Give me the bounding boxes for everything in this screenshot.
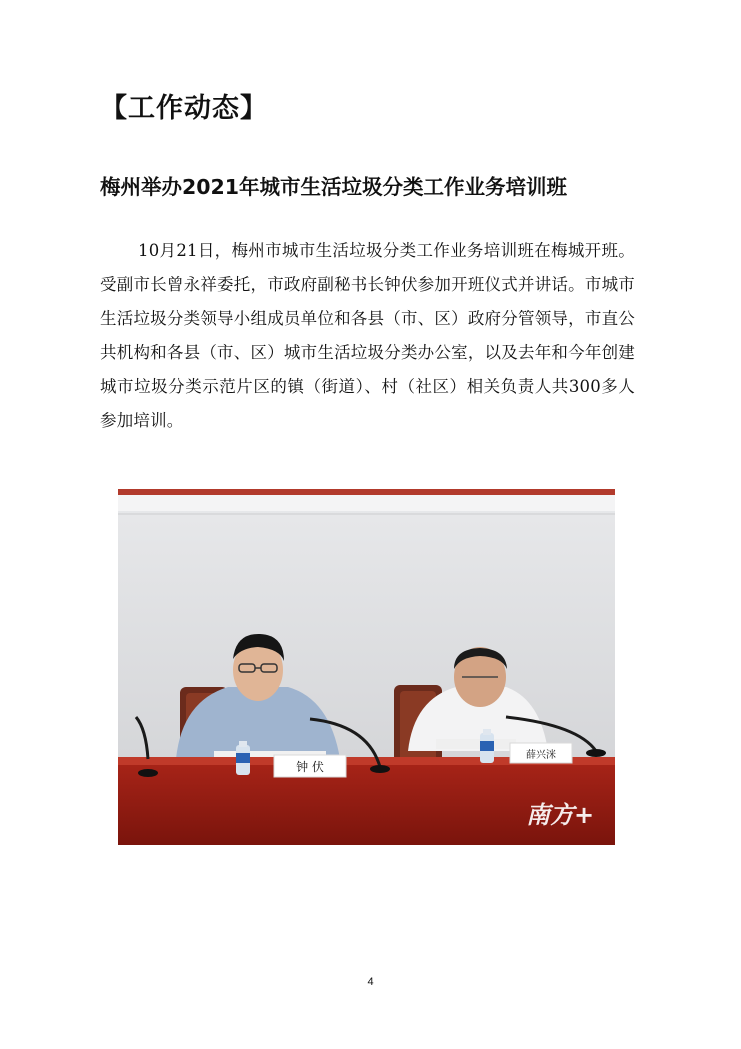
meeting-photo (118, 489, 615, 845)
svg-text:钟 伏: 钟 伏 (296, 760, 324, 774)
water-bottle-left (236, 741, 250, 775)
page-number: 4 (367, 976, 374, 988)
section-tag: 【工作动态】 (100, 93, 268, 124)
watermark-logo: 南方+ (526, 801, 595, 829)
article-body: 10月21日，梅州市城市生活垃圾分类工作业务培训班在梅城开班。受副市长曾永祥委托，市政府副秘书长钟伏参加开班仪式并讲话。市城市生活垃圾分类领导小组成员单位和各县（市、区）政府分管领导，市直公共机构和各县（市、区）城市生活垃圾分类办公室，以及去年和今年创建城市垃圾分类示范片区的镇（街道）、村（社区）相关负责人共300多人参加培训。 (100, 241, 635, 430)
svg-text:薛兴洣: 薛兴洣 (526, 750, 556, 761)
nameplate-right (510, 743, 572, 763)
article-headline: 梅州举办2021年城市生活垃圾分类工作业务培训班 (100, 175, 568, 199)
nameplate-left (274, 755, 346, 777)
water-bottle-right (480, 729, 494, 763)
